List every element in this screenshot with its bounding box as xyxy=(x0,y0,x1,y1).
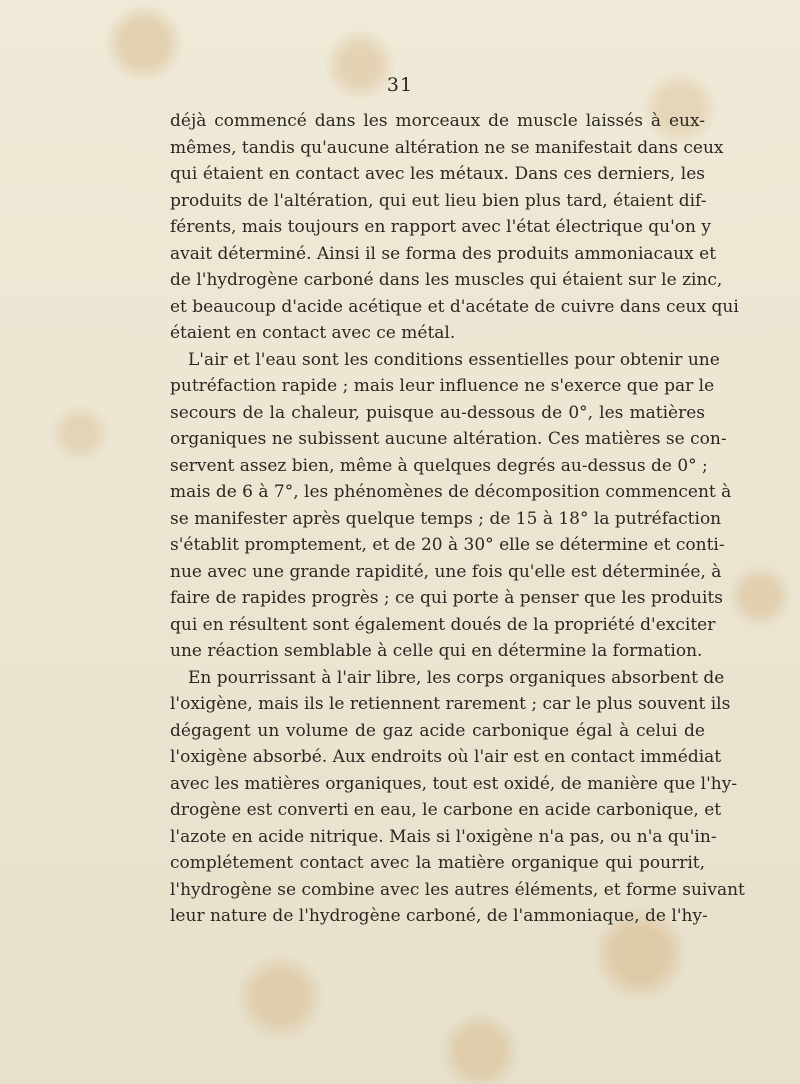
text-line: dégagent un volume de gaz acide carbonique égal à celui de xyxy=(170,720,705,741)
text-line: produits de l'altération, qui eut lieu bien plus tard, étaient dif- xyxy=(170,190,707,211)
text-line: une réaction semblable à celle qui en détermine la formation. xyxy=(170,641,703,661)
text-line: qui en résultent sont également doués de la propriété d'exciter xyxy=(170,614,716,635)
text-line: complétement contact avec la matière organique qui pourrit, xyxy=(170,853,705,873)
text-line: l'azote en acide nitrique. Mais si l'oxigène n'a pas, ou n'a qu'in- xyxy=(170,826,717,847)
text-line: avec les matières organiques, tout est oxidé, de manière que l'hy- xyxy=(170,773,738,794)
text-line: putréfaction rapide ; mais leur influence ne s'exerce que par le xyxy=(170,376,715,396)
text-line: avait déterminé. Ainsi il se forma des produits ammoniacaux et xyxy=(170,243,717,264)
text-line: l'oxigène, mais ils le retiennent rarement ; car le plus souvent ils xyxy=(170,694,731,714)
page-number: 31 xyxy=(386,74,414,96)
text-line: étaient en contact avec ce métal. xyxy=(170,323,456,343)
text-line: s'établit promptement, et de 20 à 30° elle se détermine et conti- xyxy=(170,535,725,555)
text-line: mais de 6 à 7°, les phénomènes de décomposition commencent à xyxy=(170,482,732,502)
text-line: se manifester après quelque temps ; de 15 à 18° la putréfaction xyxy=(170,508,722,529)
text-line: férents, mais toujours en rapport avec l'état électrique qu'on y xyxy=(170,217,711,237)
body-text xyxy=(170,108,745,930)
text-line: et beaucoup d'acide acétique et d'acétate de cuivre dans ceux qui xyxy=(170,296,739,317)
text-line: l'oxigène absorbé. Aux endroits où l'air est en contact immédiat xyxy=(170,747,722,767)
text-line: secours de la chaleur, puisque au-dessous de 0°, les matières xyxy=(170,402,705,423)
text-line: organiques ne subissent aucune altération. Ces matières se con- xyxy=(170,429,727,449)
text-line: qui étaient en contact avec les métaux. Dans ces derniers, les xyxy=(170,164,705,184)
text-line: faire de rapides progrès ; ce qui porte à penser que les produits xyxy=(170,588,723,608)
text-line: En pourrissant à l'air libre, les corps organiques absorbent de xyxy=(188,667,725,688)
text-line: de l'hydrogène carboné dans les muscles qui étaient sur le zinc, xyxy=(170,270,723,290)
text-line: drogène est converti en eau, le carbone en acide carbonique, et xyxy=(170,800,722,820)
text-line: servent assez bien, même à quelques degrés au-dessus de 0° ; xyxy=(170,455,708,476)
text-line: L'air et l'eau sont les conditions essentielles pour obtenir une xyxy=(188,349,720,370)
text-line: mêmes, tandis qu'aucune altération ne se manifestait dans ceux xyxy=(170,137,724,158)
text-line: l'hydrogène se combine avec les autres éléments, et forme suivant xyxy=(170,879,745,900)
text-line: leur nature de l'hydrogène carboné, de l'ammoniaque, de l'hy- xyxy=(170,906,708,926)
text-line: déjà commencé dans les morceaux de muscle laissés à eux- xyxy=(170,111,705,131)
text-line: nue avec une grande rapidité, une fois qu'elle est déterminée, à xyxy=(170,561,722,582)
